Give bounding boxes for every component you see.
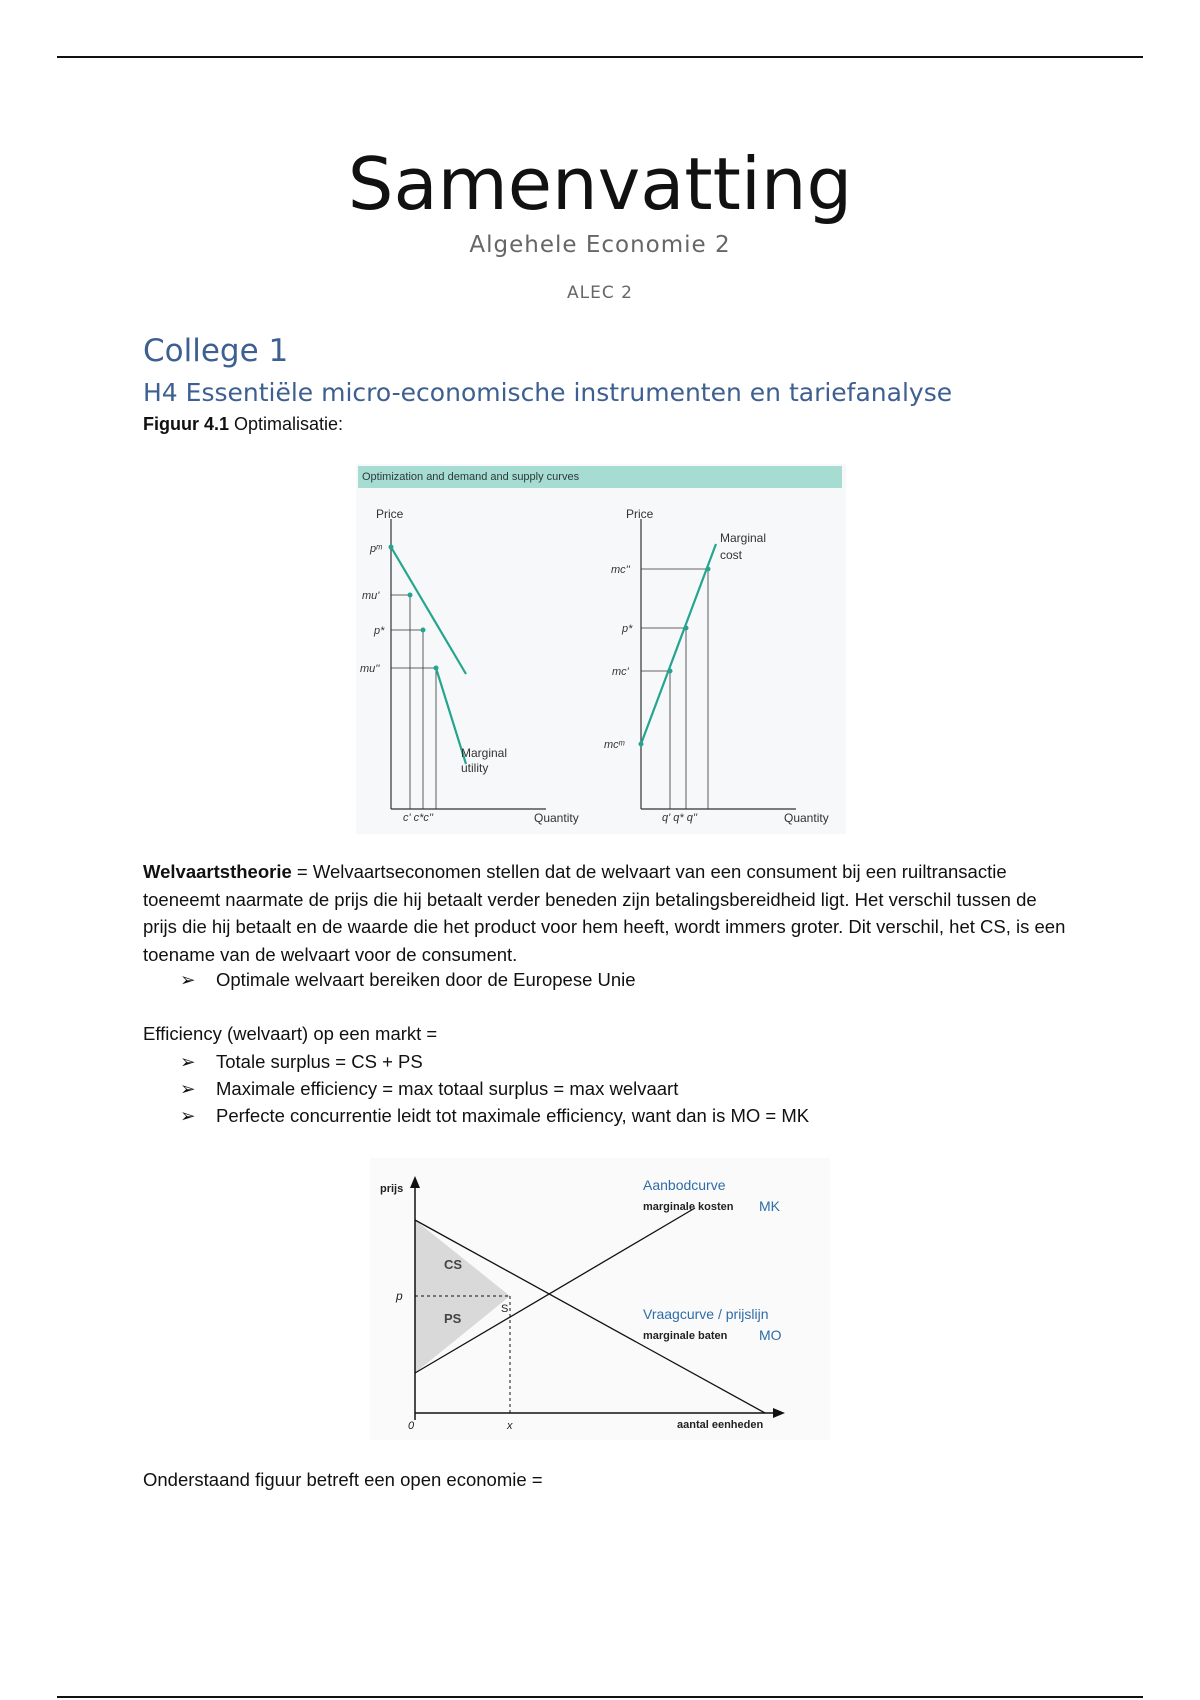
efficiency-bullets bbox=[180, 1048, 809, 1129]
demand-abbr: MO bbox=[759, 1327, 782, 1343]
list-item-text: Maximale efficiency = max totaal surplus = max welvaart bbox=[216, 1078, 679, 1099]
course-code: ALEC 2 bbox=[567, 283, 633, 303]
left-tick-mu1: mu' bbox=[362, 590, 380, 602]
figure1-optimization bbox=[356, 464, 846, 834]
supply-abbr: MK bbox=[759, 1198, 780, 1214]
right-tick-pstar: p* bbox=[622, 623, 633, 635]
arrow-bullet-icon: ➢ bbox=[180, 1078, 196, 1099]
bottom-rule bbox=[57, 1696, 1143, 1698]
right-tick-mc2: mc'' bbox=[611, 564, 630, 576]
left-tick-pm: pᵐ bbox=[370, 543, 382, 555]
equilibrium-label: S bbox=[501, 1303, 509, 1315]
marginal-cost-label-2: cost bbox=[720, 548, 743, 562]
left-xlabel: Quantity bbox=[534, 811, 579, 825]
figure2-surplus bbox=[370, 1158, 830, 1440]
y-axis-label: prijs bbox=[380, 1183, 404, 1195]
list-item-text: Totale surplus = CS + PS bbox=[216, 1051, 423, 1072]
marginal-cost-label-1: Marginal bbox=[720, 531, 767, 545]
figure1-caption bbox=[143, 414, 343, 435]
welfare-text: = Welvaartseconomen stellen dat de welvaart van een consument bij een ruiltransactie toeneemt naarmate de prijs die hij betaalt verder beneden zijn betalingsbereidheid ligt. Het verschil tussen de prijs die hij betaalt en de waarde die het product voor hem heeft, wordt immers groter. Dit verschil, het CS, is een toename van de welvaart voor de consument. bbox=[143, 861, 1066, 965]
list-item bbox=[180, 1048, 809, 1075]
right-tick-mc1: mc' bbox=[612, 666, 629, 678]
left-xticks: c' c*c'' bbox=[403, 812, 434, 824]
x-axis-label: aantal eenheden bbox=[677, 1419, 764, 1431]
origin-label: 0 bbox=[408, 1420, 415, 1432]
welfare-term: Welvaartstheorie bbox=[143, 861, 292, 882]
figure1-caption-label: Figuur 4.1 bbox=[143, 414, 230, 434]
list-item-text: Perfecte concurrentie leidt tot maximale efficiency, want dan is MO = MK bbox=[216, 1105, 810, 1126]
marginal-utility-label-2: utility bbox=[461, 761, 489, 775]
list-item-text: Optimale welvaart bereiken door de Europese Unie bbox=[216, 969, 636, 990]
welfare-bullets bbox=[180, 966, 636, 993]
section-subheading: H4 Essentiële micro-economische instrumenten en tariefanalyse bbox=[143, 378, 953, 407]
right-tick-mcm: mcᵐ bbox=[604, 739, 625, 751]
price-label: p bbox=[396, 1289, 403, 1303]
efficiency-intro: Efficiency (welvaart) op een markt = bbox=[143, 1023, 438, 1044]
figure1-background bbox=[356, 464, 846, 834]
marginal-utility-label-1: Marginal bbox=[461, 746, 508, 760]
ps-label: PS bbox=[444, 1311, 462, 1326]
section-heading: College 1 bbox=[143, 333, 289, 369]
right-xlabel: Quantity bbox=[784, 811, 829, 825]
supply-sub: marginale kosten bbox=[643, 1201, 734, 1213]
arrow-bullet-icon: ➢ bbox=[180, 1051, 196, 1072]
left-ylabel: Price bbox=[376, 507, 404, 521]
figure1-caption-text: Optimalisatie: bbox=[229, 414, 344, 434]
left-tick-mu2: mu'' bbox=[360, 663, 380, 675]
arrow-bullet-icon: ➢ bbox=[180, 969, 196, 990]
list-item bbox=[180, 1075, 809, 1102]
supply-title: Aanbodcurve bbox=[643, 1177, 726, 1193]
figure1-banner-text: Optimization and demand and supply curves bbox=[362, 471, 580, 483]
demand-title: Vraagcurve / prijslijn bbox=[643, 1306, 769, 1322]
left-tick-pstar: p* bbox=[374, 625, 385, 637]
list-item bbox=[180, 1102, 809, 1129]
right-ylabel: Price bbox=[626, 507, 654, 521]
top-rule bbox=[57, 56, 1143, 58]
demand-sub: marginale baten bbox=[643, 1330, 728, 1342]
list-item bbox=[180, 966, 636, 993]
quantity-label: x bbox=[507, 1420, 513, 1432]
document-title: Samenvatting bbox=[347, 142, 853, 226]
right-xticks: q' q* q'' bbox=[662, 812, 698, 824]
welfare-paragraph bbox=[143, 858, 1073, 968]
closing-text: Onderstaand figuur betreft een open economie = bbox=[143, 1469, 543, 1490]
arrow-bullet-icon: ➢ bbox=[180, 1105, 196, 1126]
document-subtitle: Algehele Economie 2 bbox=[469, 232, 731, 258]
cs-label: CS bbox=[444, 1257, 463, 1272]
